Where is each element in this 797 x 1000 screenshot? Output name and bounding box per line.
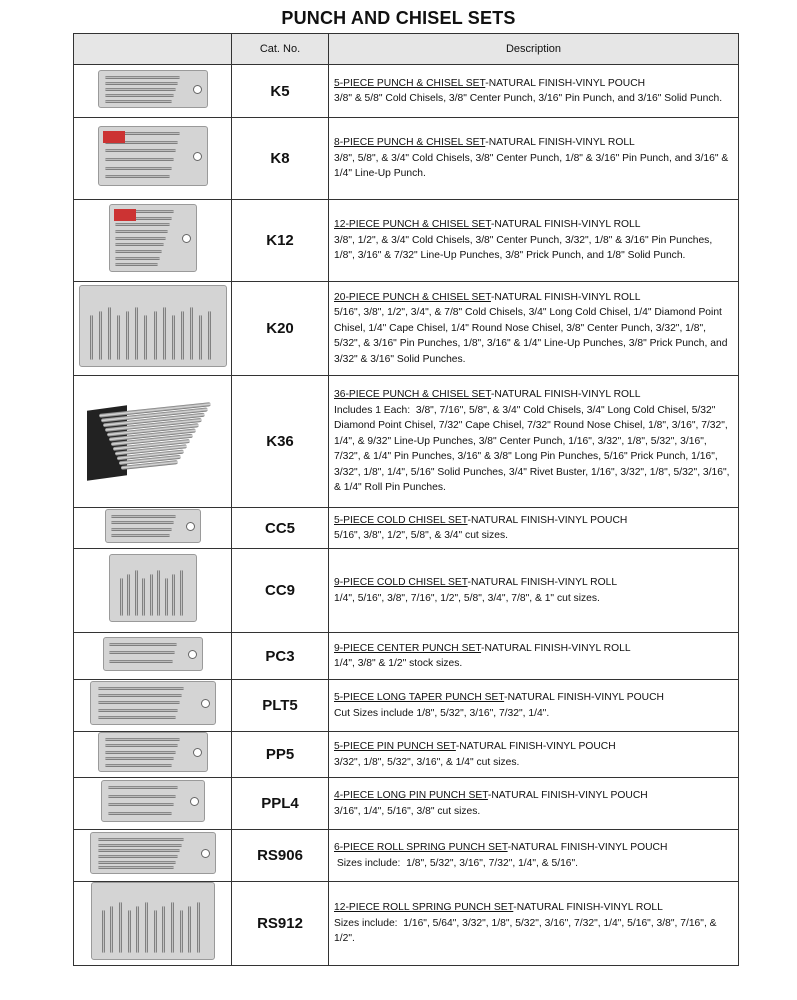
tool-rod <box>99 311 102 360</box>
tool-rod <box>109 660 173 663</box>
tool-rod <box>197 902 200 953</box>
tool-rod <box>98 716 176 719</box>
tool-rod <box>154 311 157 360</box>
description-cell <box>329 778 739 830</box>
description-heading <box>334 135 734 151</box>
tool-rod <box>157 570 160 615</box>
finish-type: -NATURAL FINISH-VINYL POUCH <box>507 842 668 853</box>
table-row <box>74 549 739 633</box>
description-text: 3/16", 1/4", 5/16", 3/8" cut sizes. <box>334 805 481 817</box>
description-cell <box>329 118 739 200</box>
tool-rod <box>105 757 174 760</box>
tool-rod <box>154 910 157 953</box>
vinyl-roll-open-icon <box>91 882 215 960</box>
vinyl-pouch-icon <box>101 780 205 822</box>
description-text: Sizes include: 1/16", 5/64", 3/32", 1/8", 5/32", 3/16", 7/32", 1/4", 5/16", 3/8", 7/16", & 1/2". <box>334 917 720 945</box>
tool-rod <box>109 651 175 654</box>
description-cell <box>329 282 739 376</box>
tool-rod <box>163 307 166 360</box>
finish-type: -NATURAL FINISH-VINYL POUCH <box>487 790 648 801</box>
product-image-cell <box>74 778 232 830</box>
table-row <box>74 778 739 830</box>
tool-rod <box>115 257 161 260</box>
tool-rod <box>135 307 138 360</box>
tool-rod <box>162 906 165 953</box>
set-name: 12-PIECE PUNCH & CHISEL SET <box>334 219 491 231</box>
finish-type: -NATURAL FINISH-VINYL ROLL <box>481 642 631 654</box>
table-row <box>74 118 739 200</box>
tool-rod <box>190 307 193 360</box>
description-cell <box>329 549 739 633</box>
set-name: 5-PIECE PUNCH & CHISEL SET <box>334 77 486 89</box>
description-cell <box>329 65 739 118</box>
tool-rod <box>105 94 174 97</box>
grommet-icon <box>193 85 202 94</box>
tool-rod <box>150 574 153 615</box>
product-image-cell <box>74 882 232 966</box>
tool-rod <box>145 902 148 953</box>
description-heading <box>334 641 734 657</box>
description-text: 5/16", 3/8", 1/2", 5/8", & 3/4" cut sizes. <box>334 530 508 541</box>
set-name: 9-PIECE CENTER PUNCH SET <box>334 642 482 654</box>
description-heading <box>334 739 734 755</box>
tool-rod <box>142 578 145 615</box>
cat-no-cell: K5 <box>232 65 329 118</box>
description-cell <box>329 680 739 732</box>
header-cat-no: Cat. No. <box>232 34 329 65</box>
description-cell <box>329 508 739 549</box>
description-text: 5/16", 3/8", 1/2", 3/4", & 7/8" Cold Chisels, 3/4" Long Cold Chisel, 1/4" Diamond Point Chisel, 1/4" Cape Chisel, 1/4" Round Nose Chisel, 3/8" Center Punch, 3/32", 1/8", 5/32", & 3/16" Pin Punches, 1/8", 3/16" & 1/4" Line-Up Punches, 3/8" Prick Punch, and 3/32" & 3/16" Solid Punches. <box>334 307 731 365</box>
product-image-cell <box>74 65 232 118</box>
finish-type: -NATURAL FINISH-VINYL POUCH <box>485 77 646 89</box>
description-text: 1/4", 3/8" & 1/2" stock sizes. <box>334 658 463 669</box>
tool-rod <box>172 315 175 360</box>
tool-rod <box>171 902 174 953</box>
description-heading <box>334 690 734 706</box>
cat-no-cell: RS912 <box>232 882 329 966</box>
description-text: 1/4", 5/16", 3/8", 7/16", 1/2", 5/8", 3/4", 7/8", & 1" cut sizes. <box>334 592 600 604</box>
vinyl-roll-icon <box>98 126 208 186</box>
grommet-icon <box>182 234 191 243</box>
cat-no-cell: PP5 <box>232 732 329 778</box>
table-header-row <box>74 34 739 65</box>
tool-rod <box>136 906 139 953</box>
set-name: 4-PIECE LONG PIN PUNCH SET <box>334 790 488 801</box>
tool-rod <box>108 812 173 815</box>
cat-no-cell: CC9 <box>232 549 329 633</box>
tool-rod <box>115 230 169 233</box>
set-name: 36-PIECE PUNCH & CHISEL SET <box>334 389 491 401</box>
set-name: 20-PIECE PUNCH & CHISEL SET <box>334 291 491 303</box>
tool-rod <box>180 910 183 953</box>
tool-rod <box>105 149 176 152</box>
table-row <box>74 882 739 966</box>
table-row <box>74 680 739 732</box>
description-heading <box>334 900 734 916</box>
tool-rod <box>199 315 202 360</box>
tool-rod <box>98 849 180 852</box>
product-image-cell <box>74 200 232 282</box>
tool-rod <box>98 855 178 858</box>
cat-no-cell: K8 <box>232 118 329 200</box>
grommet-icon <box>201 849 210 858</box>
cat-no-cell: RS906 <box>232 830 329 882</box>
tool-rod <box>105 100 172 103</box>
tool-rod <box>144 315 147 360</box>
tool-rod <box>111 528 172 531</box>
description-text: Cut Sizes include 1/8", 5/32", 3/16", 7/32", 1/4". <box>334 707 550 719</box>
cat-no-cell: CC5 <box>232 508 329 549</box>
tool-rod <box>98 701 180 704</box>
product-image-cell <box>74 830 232 882</box>
set-name: 5-PIECE PIN PUNCH SET <box>334 741 456 752</box>
table-row <box>74 633 739 680</box>
description-heading <box>334 513 734 529</box>
tool-rod <box>98 709 178 712</box>
header-image <box>74 34 232 65</box>
vinyl-pouch-icon <box>98 70 208 108</box>
label-card <box>103 131 125 143</box>
description-cell <box>329 732 739 778</box>
table-row <box>74 830 739 882</box>
tool-rod <box>105 76 180 79</box>
tool-rod <box>109 643 177 646</box>
cat-no-cell: K12 <box>232 200 329 282</box>
tool-rod <box>115 237 167 240</box>
tool-stand-icon <box>83 394 223 484</box>
tool-rod <box>135 570 138 615</box>
tool-rod <box>111 534 170 537</box>
description-heading <box>334 290 734 306</box>
tool-rod <box>126 311 129 360</box>
tool-rod <box>98 861 176 864</box>
vinyl-pouch-icon <box>90 832 216 874</box>
cat-no-cell: K20 <box>232 282 329 376</box>
cat-no-cell: K36 <box>232 376 329 508</box>
tool-rod <box>111 521 174 524</box>
vinyl-pouch-icon <box>98 732 208 772</box>
tool-rod <box>90 315 93 360</box>
finish-type: -NATURAL FINISH-VINYL ROLL <box>490 219 641 231</box>
tool-rod <box>105 744 178 747</box>
description-heading <box>334 217 734 233</box>
description-heading <box>334 840 734 856</box>
tool-rod <box>108 307 111 360</box>
table-row <box>74 732 739 778</box>
finish-type: -NATURAL FINISH-VINYL ROLL <box>485 137 635 149</box>
vinyl-roll-icon <box>109 204 197 272</box>
product-image-cell <box>74 118 232 200</box>
description-text: Sizes include: 1/8", 5/32", 3/16", 7/32", 1/4", & 5/16". <box>334 857 579 869</box>
grommet-icon <box>193 152 202 161</box>
tool-rod <box>120 578 123 615</box>
tool-rod <box>105 738 180 741</box>
set-name: 12-PIECE ROLL SPRING PUNCH SET <box>334 902 514 914</box>
grommet-icon <box>201 699 210 708</box>
tool-rod <box>98 694 182 697</box>
product-image-cell <box>74 549 232 633</box>
table-row <box>74 376 739 508</box>
tool-rod <box>105 88 176 91</box>
tool-rod <box>98 844 182 847</box>
description-text: 3/8" & 5/8" Cold Chisels, 3/8" Center Punch, 3/16" Pin Punch, and 3/16" Solid Punch. <box>334 93 723 104</box>
finish-type: -NATURAL FINISH-VINYL ROLL <box>467 577 618 588</box>
tool-rod <box>98 838 184 841</box>
vinyl-roll-icon <box>109 554 197 622</box>
table-row <box>74 508 739 549</box>
description-text: 3/8", 5/8", & 3/4" Cold Chisels, 3/8" Center Punch, 1/8" & 3/16" Pin Punch, and 3/16" & 1/4" Line-Up Punch. <box>334 152 732 180</box>
description-heading <box>334 387 734 403</box>
tool-rod <box>128 910 131 953</box>
tool-rod <box>115 243 165 246</box>
cat-no-cell: PC3 <box>232 633 329 680</box>
cat-no-cell: PLT5 <box>232 680 329 732</box>
tool-rod <box>105 764 172 767</box>
product-image-cell <box>74 282 232 376</box>
description-heading <box>334 76 734 92</box>
tool-rod <box>105 751 176 754</box>
vinyl-pouch-icon <box>90 681 216 725</box>
tool-rod <box>108 795 177 798</box>
description-cell <box>329 633 739 680</box>
tool-rod <box>108 786 179 789</box>
description-text: 3/32", 1/8", 5/32", 3/16", & 1/4" cut sizes. <box>334 756 520 768</box>
finish-type: -NATURAL FINISH-VINYL ROLL <box>513 902 663 914</box>
label-card <box>114 209 136 221</box>
tool-rod <box>119 902 122 953</box>
product-image-cell <box>74 633 232 680</box>
tool-rod <box>108 803 175 806</box>
tool-rod <box>165 578 168 615</box>
finish-type: -NATURAL FINISH-VINYL ROLL <box>490 389 641 401</box>
finish-type: -NATURAL FINISH-VINYL POUCH <box>455 741 616 752</box>
tool-rod <box>105 167 172 170</box>
description-heading <box>334 788 734 804</box>
product-image-cell <box>74 732 232 778</box>
header-description: Description <box>329 34 739 65</box>
description-cell <box>329 882 739 966</box>
cat-no-cell: PPL4 <box>232 778 329 830</box>
tool-rod <box>98 866 174 869</box>
tool-rod <box>98 687 184 690</box>
tool-rod <box>115 263 159 266</box>
finish-type: -NATURAL FINISH-VINYL ROLL <box>490 291 641 303</box>
grommet-icon <box>193 748 202 757</box>
tool-rod <box>208 311 211 360</box>
tool-rod <box>188 906 191 953</box>
description-text: 3/8", 1/2", & 3/4" Cold Chisels, 3/8" Center Punch, 3/32", 1/8" & 3/16" Pin Punches, 1/8", 3/16" & 7/32" Line-Up Punches, 3/8" Prick Punch, and 1/8" Solid Punch. <box>334 234 716 262</box>
set-name: 6-PIECE ROLL SPRING PUNCH SET <box>334 842 508 853</box>
set-name: 5-PIECE LONG TAPER PUNCH SET <box>334 692 505 703</box>
vinyl-pouch-icon <box>105 509 201 543</box>
tool-rod <box>172 574 175 615</box>
grommet-icon <box>186 522 195 531</box>
tool-rod <box>105 175 170 178</box>
table-row <box>74 65 739 118</box>
tool-rod <box>127 574 130 615</box>
tool-rod <box>117 315 120 360</box>
description-cell <box>329 376 739 508</box>
tool-rod <box>105 82 178 85</box>
page-title: PUNCH AND CHISEL SETS <box>281 8 516 28</box>
vinyl-roll-open-icon <box>79 285 227 367</box>
tool-rod <box>115 250 163 253</box>
table-row <box>74 282 739 376</box>
description-cell <box>329 830 739 882</box>
description-text: Includes 1 Each: 3/8", 7/16", 5/8", & 3/4" Cold Chisels, 3/4" Long Cold Chisel, 5/32" Diamond Point Chisel, 7/32" Cape Chisel, 7/32" Round Nose Chisel, 1/8", 3/16", 7/32", 1/4", & 9/32" Line-Up Punches, 3/8" Center Punch, 1/16", 3/32", 1/8", 5/32", 3/16", 7/32", & 1/4" Pin Punches, 3/16" & 3/8" Long Pin Punches, 5/16" Prick Punch, 1/16", 3/32", 1/8", 1/4", 5/16" Solid Punches, 3/4" Rivet Buster, 1/16", 3/32", 1/8", 5/32", 3/16", & 1/4" Roll Pin Punches. <box>334 404 733 494</box>
product-image-cell <box>74 508 232 549</box>
tool-rod <box>115 223 171 226</box>
vinyl-pouch-icon <box>103 637 203 671</box>
description-heading <box>334 575 734 591</box>
finish-type: -NATURAL FINISH-VINYL POUCH <box>504 692 664 703</box>
set-name: 9-PIECE COLD CHISEL SET <box>334 577 468 588</box>
tool-rod <box>105 158 174 161</box>
table-row <box>74 200 739 282</box>
tool-rod <box>180 570 183 615</box>
description-cell <box>329 200 739 282</box>
tool-rod <box>110 906 113 953</box>
tool-rod <box>111 515 176 518</box>
set-name: 8-PIECE PUNCH & CHISEL SET <box>334 137 486 149</box>
product-image-cell <box>74 680 232 732</box>
tool-rod <box>102 910 105 953</box>
catalog-table <box>73 33 739 966</box>
grommet-icon <box>188 650 197 659</box>
tool-rod <box>181 311 184 360</box>
finish-type: -NATURAL FINISH-VINYL POUCH <box>467 514 628 526</box>
product-image-cell <box>74 376 232 508</box>
set-name: 5-PIECE COLD CHISEL SET <box>334 514 468 526</box>
grommet-icon <box>190 797 199 806</box>
